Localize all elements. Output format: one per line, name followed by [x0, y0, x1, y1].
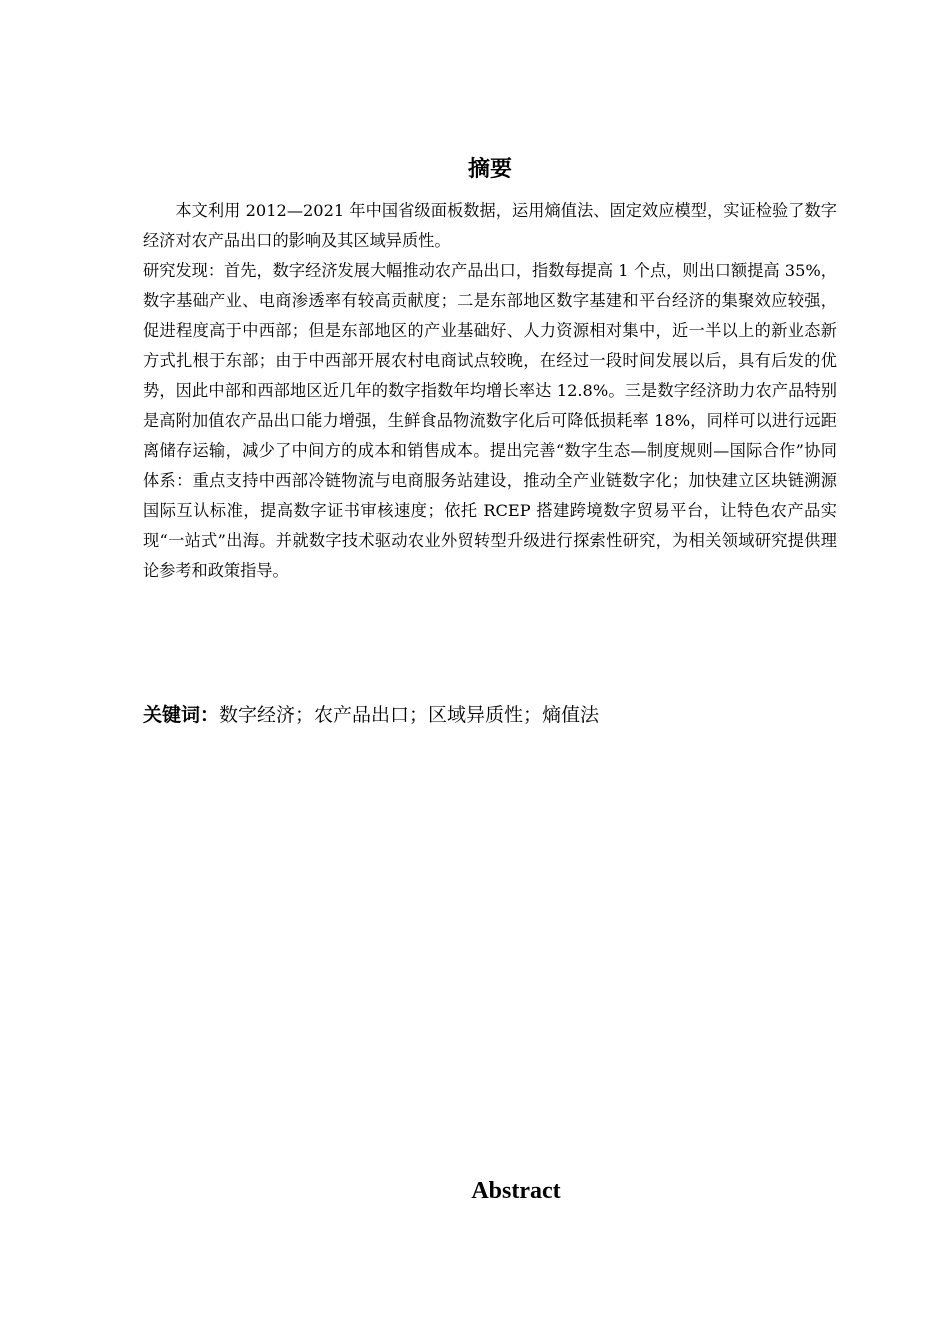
abstract-title-english: Abstract	[471, 1178, 561, 1204]
abstract-paragraph-intro: 本文利用 2012—2021 年中国省级面板数据，运用熵值法、固定效应模型，实证检验了数字经济对农产品出口的影响及其区域异质性。	[143, 201, 837, 250]
keywords-line	[143, 700, 837, 730]
abstract-paragraph-findings: 研究发现：首先，数字经济发展大幅推动农产品出口，指数每提高 1 个点，则出口额提高 35%，数字基础产业、电商渗透率有较高贡献度；二是东部地区数字基建和平台经济的集聚效应较强，促进程度高于中西部；但是东部地区的产业基础好、人力资源相对集中，近一半以上的新业态新方式扎根于东部；由于中西部开展农村电商试点较晚，在经过一段时间发展以后，具有后发的优势，因此中部和西部地区近几年的数字指数年均增长率达 12.8%。三是数字经济助力农产品特别是高附加值农产品出口能力增强，生鲜食品物流数字化后可降低损耗率 18%，同样可以进行远距离储存运输，减少了中间方的成本和销售成本。提出完善“数字生态—制度规则—国际合作”协同体系：重点支持中西部冷链物流与电商服务站建设，推动全产业链数字化；加快建立区块链溯源国际互认标准，提高数字证书审核速度；依托 RCEP 搭建跨境数字贸易平台，让特色农产品实现“一站式”出海。并就数字技术驱动农业外贸转型升级进行探索性研究，为相关领域研究提供理论参考和政策指导。	[143, 261, 837, 580]
abstract-body	[143, 196, 837, 586]
keywords-label: 关键词：	[143, 704, 220, 726]
abstract-title: 摘要	[467, 157, 512, 182]
keywords-text: 数字经济；农产品出口；区域异质性；熵值法	[219, 704, 600, 726]
